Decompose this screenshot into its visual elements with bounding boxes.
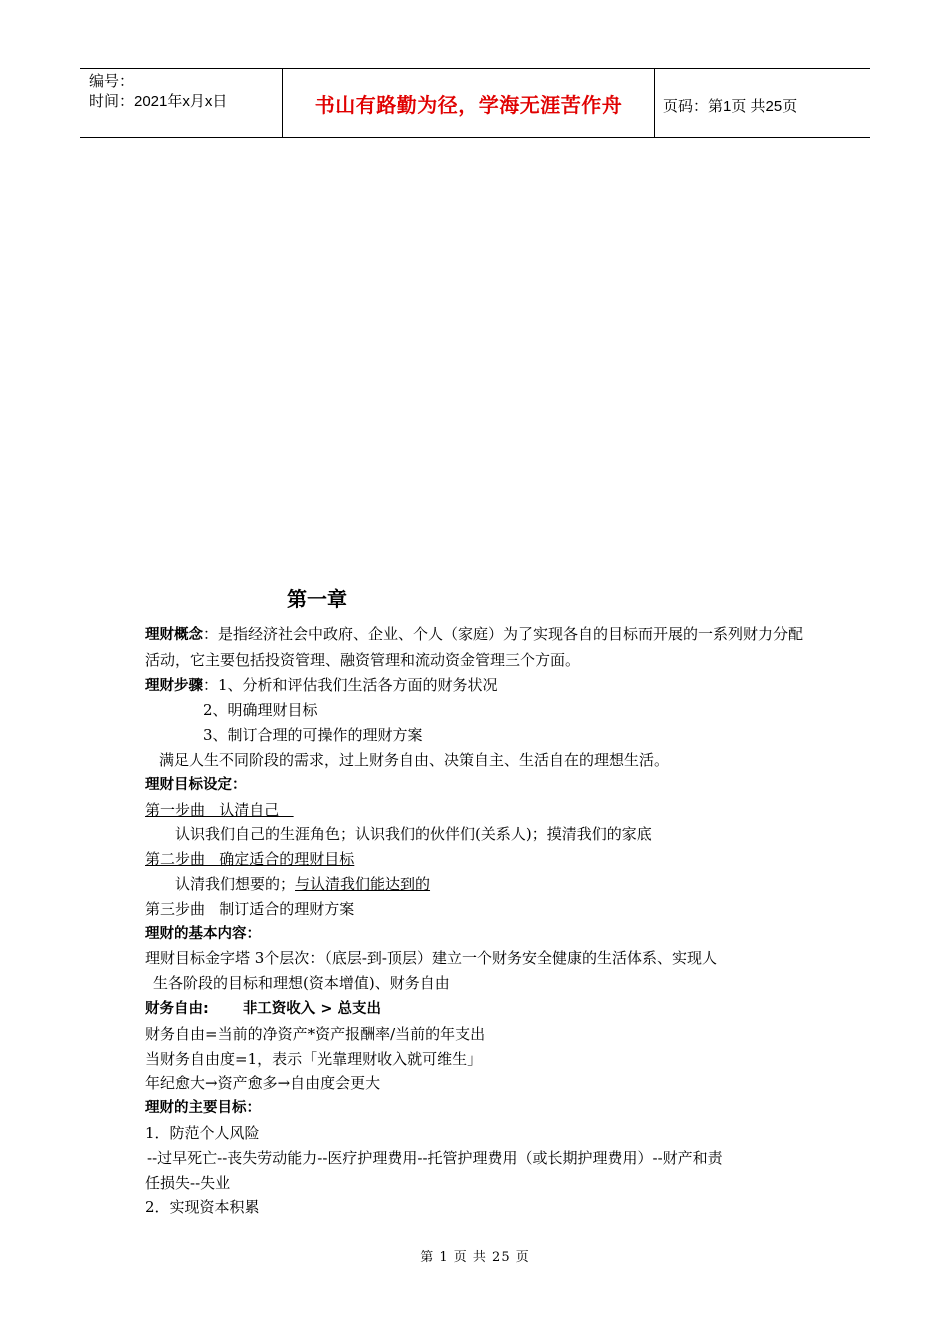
doc-date-label: 时间：2021年x月x日: [89, 93, 228, 110]
header-meta: [80, 69, 283, 137]
header-motto: 书山有路勤为径，学海无涯苦作舟: [283, 69, 655, 137]
concept-text: ：是指经济社会中政府、企业、个人（家庭）为了实现各自的目标而开展的一系列财力分配活动，它主要包括投资管理、融资管理和流动资金管理三个方面。: [145, 625, 804, 669]
phase-1-title: 第一步曲 认清自己: [145, 800, 294, 819]
risks-line-1: --过早死亡--丧失劳动能力--医疗护理费用--托管护理费用（或长期护理费用）--财产和责: [147, 1148, 723, 1167]
pyramid-line-1: 理财目标金字塔 3个层次：（底层-到-顶层）建立一个财务安全健康的生活体系、实现人: [145, 949, 717, 968]
goal-1: 1．防范个人风险: [145, 1123, 260, 1142]
chapter-title: 第一章: [287, 587, 347, 611]
step-1: ：1、分析和评估我们生活各方面的财务状况: [203, 675, 498, 694]
doc-number-label: 编号：: [89, 73, 135, 90]
purpose-text: 满足人生不同阶段的需求，过上财务自由、决策自主、生活自在的理想生活。: [159, 750, 670, 769]
step-2: 2、明确理财目标: [203, 701, 318, 720]
header-page-info: 页码：第1页 共25页: [663, 97, 798, 115]
goal-2: 2．实现资本积累: [145, 1198, 260, 1217]
risks-line-2: 任损失--失业: [145, 1173, 231, 1192]
freedom-rule-line: [145, 996, 810, 1022]
phase-2-title: 第二步曲 确定适合的理财目标: [145, 850, 355, 869]
phase-1-text: 认识我们自己的生涯角色；认识我们的伙伴们(关系人)；摸清我们的家底: [175, 825, 652, 844]
freedom-degree: 当财务自由度=1，表示「光靠理财收入就可维生」: [145, 1049, 483, 1068]
freedom-label: 财务自由:: [145, 1000, 209, 1017]
concept-label: 理财概念: [145, 627, 203, 643]
phase-3-title: 第三步曲 制订适合的理财方案: [145, 899, 355, 918]
document-body: [145, 622, 810, 1220]
goal-setting-label: 理财目标设定：: [145, 776, 247, 793]
freedom-rule: 非工资收入 > 总支出: [242, 1000, 382, 1017]
pyramid-line-2: 生各阶段的目标和理想(资本增值)、财务自由: [153, 974, 450, 993]
page-footer: 第 1 页 共 25 页: [420, 1250, 530, 1265]
basic-content-label: 理财的基本内容：: [145, 925, 261, 942]
phase-2-text: 认清我们想要的；与认清我们能达到的: [175, 874, 431, 893]
main-goals-label: 理财的主要目标：: [145, 1100, 261, 1117]
steps-label: 理财步骤: [145, 677, 203, 694]
step-3: 3、制订合理的可操作的理财方案: [203, 726, 423, 745]
document-header: [80, 68, 870, 138]
freedom-formula: 财务自由=当前的净资产*资产报酬率/当前的年支出: [145, 1024, 486, 1043]
concept-paragraph: [145, 622, 810, 673]
steps-paragraph: [145, 673, 810, 699]
age-line: 年纪愈大→资产愈多→自由度会更大: [145, 1074, 381, 1093]
